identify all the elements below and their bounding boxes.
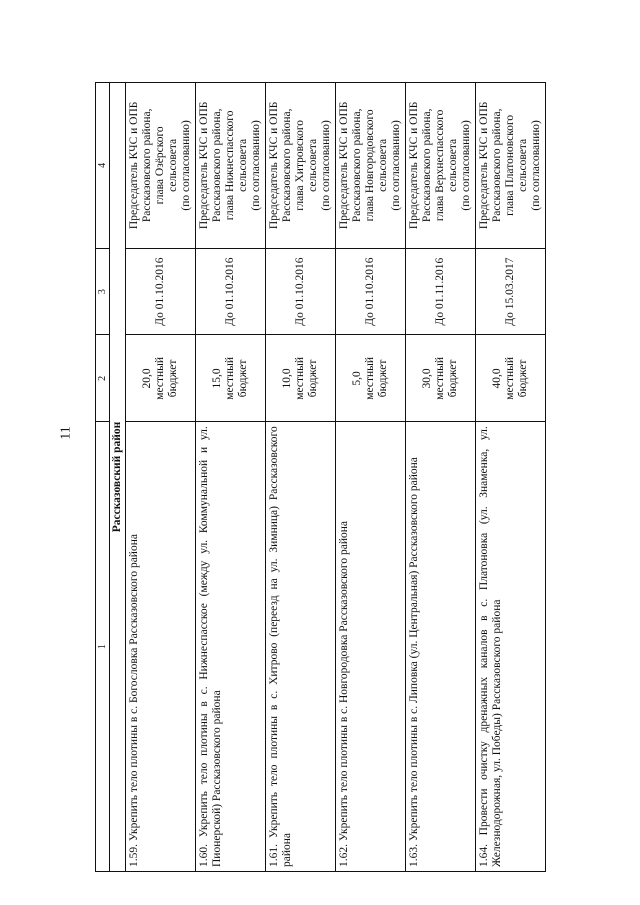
deadline-cell: До 01.11.2016 — [406, 248, 476, 335]
responsible-cell: Председатель КЧС и ОПБ Рассказовского района, глава Верхнеспасского сельсовета (по согласованию) — [406, 83, 476, 249]
deadline-cell: До 01.10.2016 — [126, 248, 196, 335]
funding-cell: 15,0 местный бюджет — [196, 335, 266, 422]
table-row — [196, 83, 266, 872]
funding-cell: 40,0 местный бюджет — [476, 335, 546, 422]
task-cell: 1.62. Укрепить тело плотины в с. Новгородовка Рассказовского района — [336, 422, 406, 872]
responsible-cell: Председатель КЧС и ОПБ Рассказовского района, глава Новгородовского сельсовета (по согласованию) — [336, 83, 406, 249]
column-number: 2 — [96, 335, 110, 422]
responsible-cell: Председатель КЧС и ОПБ Рассказовского района, глава Хитровского сельсовета (по согласованию) — [266, 83, 336, 249]
region-row — [110, 83, 126, 872]
column-number: 3 — [96, 248, 110, 335]
deadline-cell: До 01.10.2016 — [336, 248, 406, 335]
table-row — [266, 83, 336, 872]
region-title: Рассказовский район — [110, 83, 126, 872]
funding-cell: 10,0 местный бюджет — [266, 335, 336, 422]
column-number: 4 — [96, 83, 110, 249]
table-row — [476, 83, 546, 872]
responsible-cell: Председатель КЧС и ОПБ Рассказовского района, глава Нижнеспасского сельсовета (по согласованию) — [196, 83, 266, 249]
table-row — [406, 83, 476, 872]
task-cell: 1.64. Провести очистку дренажных каналов в с. Платоновка (ул. Знаменка, ул. Железнодорожная, ул. Победы) Рассказовского района — [476, 422, 546, 872]
task-cell: 1.61. Укрепить тело плотины в с. Хитрово (переезд на ул. Зимница) Рассказовского района — [266, 422, 336, 872]
page-number: 11 — [58, 426, 74, 440]
measures-table — [95, 82, 546, 872]
funding-cell: 30,0 местный бюджет — [406, 335, 476, 422]
table-row — [336, 83, 406, 872]
deadline-cell: До 01.10.2016 — [196, 248, 266, 335]
task-cell: 1.60. Укрепить тело плотины в с. Нижнеспасское (между ул. Коммунальной и ул. Пионерской) Рассказовского района — [196, 422, 266, 872]
table-row — [126, 83, 196, 872]
funding-cell: 5,0 местный бюджет — [336, 335, 406, 422]
deadline-cell: До 01.10.2016 — [266, 248, 336, 335]
task-cell: 1.63. Укрепить тело плотины в с. Липовка (ул. Центральная) Рассказовского района — [406, 422, 476, 872]
deadline-cell: До 15.03.2017 — [476, 248, 546, 335]
responsible-cell: Председатель КЧС и ОПБ Рассказовского района, глава Платоновского сельсовета (по согласованию) — [476, 83, 546, 249]
task-cell: 1.59. Укрепить тело плотины в с. Богословка Рассказовского района — [126, 422, 196, 872]
responsible-cell: Председатель КЧС и ОПБ Рассказовского района, глава Озёрского сельсовета (по согласованию) — [126, 83, 196, 249]
rotated-table-wrapper — [95, 82, 542, 872]
column-number: 1 — [96, 422, 110, 872]
funding-cell: 20,0 местный бюджет — [126, 335, 196, 422]
column-numbers-row — [96, 83, 110, 872]
